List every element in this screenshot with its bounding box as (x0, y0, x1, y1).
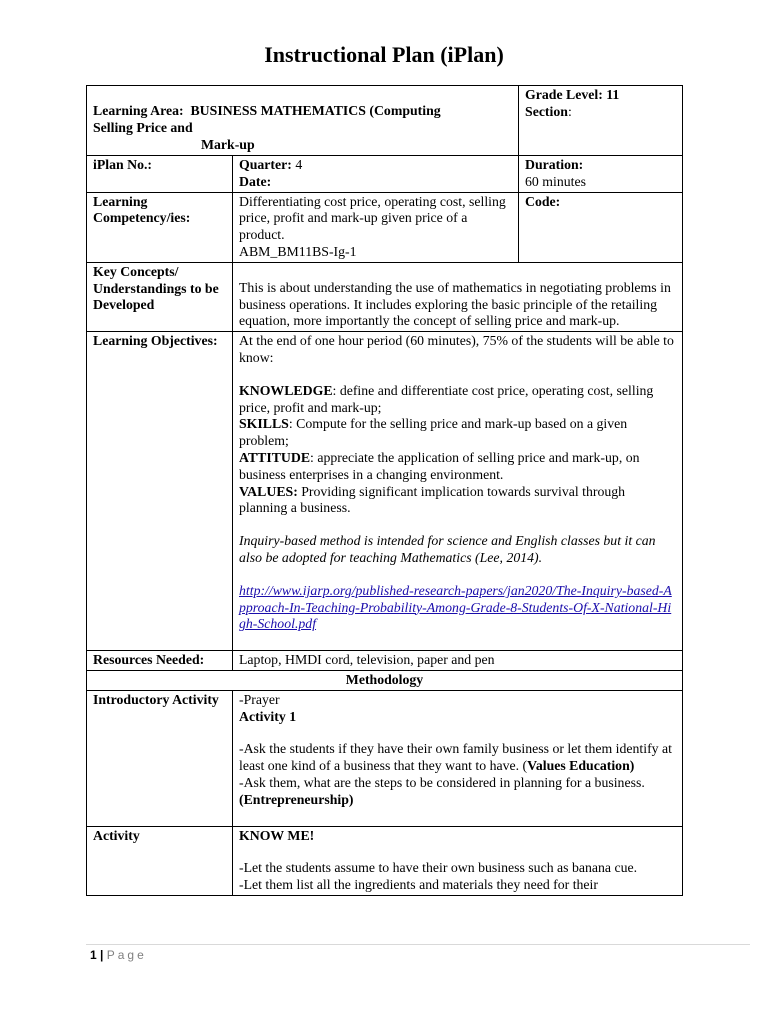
objectives-intro: At the end of one hour period (60 minutes), 75% of the students will be able to know: (239, 333, 674, 365)
duration-label: Duration: (525, 157, 584, 172)
values-text: Providing significant implication towards survival through planning a business. (239, 483, 626, 516)
page-footer (90, 948, 147, 962)
attitude-text: : appreciate the application of selling price and mark-up, on business enterprises in a changing environment. (239, 449, 640, 482)
resources-row (87, 651, 683, 671)
know-me-title: KNOW ME! (239, 827, 315, 843)
code-label: Code: (519, 192, 683, 262)
key-concepts-text: This is about understanding the use of mathematics in negotiating problems in business operations. It includes exploring the basic principle of the retailing equation, more importantly the concept of selling price and mark-up. (239, 279, 671, 329)
introductory-row (87, 690, 683, 826)
learning-area-value-3: Mark-up (201, 136, 255, 152)
duration-value: 60 minutes (525, 173, 586, 189)
activity-row (87, 826, 683, 895)
inquiry-note: Inquiry-based method is intended for science and English classes but it can also be adopted for teaching Mathematics (Lee, 2014). (239, 533, 656, 565)
methodology-row (87, 670, 683, 690)
competency-label: Learning Competency/ies: (87, 192, 233, 262)
introductory-activity-cell (233, 690, 683, 826)
footer-separator: | (100, 948, 104, 962)
iplan-no-label: iPlan No.: (87, 156, 233, 193)
reference-link[interactable]: http://www.ijarp.org/published-research-papers/jan2020/The-Inquiry-based-Approach-In-Teaching-Probability-Among-Grade-8-Students-Of-X-National-High-School.pdf (239, 582, 672, 632)
header-row (87, 86, 683, 156)
values-label: VALUES: (239, 483, 298, 499)
quarter-value: 4 (291, 157, 303, 172)
key-concepts-label: Key Concepts/ Understandings to be Developed (87, 262, 233, 331)
section-colon: : (567, 103, 572, 119)
attitude-label: ATTITUDE (239, 449, 311, 465)
learning-objectives-label: Learning Objectives: (87, 332, 233, 651)
intro-ask-2-tag: (Entrepreneurship) (239, 791, 354, 807)
date-label: Date: (239, 173, 272, 189)
intro-ask-2: -Ask them, what are the steps to be considered in planning for a business. (239, 774, 645, 790)
activity-cell (233, 826, 683, 895)
competency-code-value: ABM_BM11BS-Ig-1 (239, 243, 357, 259)
intro-ask-1: -Ask the students if they have their own family business or let them identify at least one kind of a business that they want to have. ( (239, 741, 672, 774)
activity-line-2: -Let them list all the ingredients and materials they need for their (239, 877, 598, 893)
document-title: Instructional Plan (iPlan) (264, 42, 504, 67)
learning-area-value: BUSINESS MATHEMATICS (Computing (190, 103, 441, 118)
footer-divider (86, 944, 750, 945)
activity-line-1: -Let the students assume to have their own business such as banana cue. (239, 860, 638, 876)
methodology-heading: Methodology (87, 670, 683, 690)
skills-text: : Compute for the selling price and mark-up based on a given problem; (239, 416, 628, 449)
resources-text: Laptop, HMDI cord, television, paper and pen (233, 651, 683, 671)
learning-area-label: Learning Area: (93, 103, 184, 118)
activity-1-title: Activity 1 (239, 708, 297, 724)
iplan-table (86, 85, 683, 896)
learning-area-value-2: Selling Price and (93, 119, 193, 135)
iplan-row (87, 156, 683, 193)
quarter-date-cell (233, 156, 519, 193)
learning-objectives-cell (233, 332, 683, 651)
section-label: Section (525, 103, 568, 119)
key-concepts-cell (233, 262, 683, 331)
prayer-text: -Prayer (239, 691, 280, 707)
grade-section-cell (519, 86, 683, 156)
quarter-label: Quarter: (239, 157, 292, 172)
intro-ask-1-tag: Values Education) (527, 758, 635, 774)
duration-cell (519, 156, 683, 193)
grade-level: Grade Level: 11 (525, 87, 620, 102)
resources-label: Resources Needed: (87, 651, 233, 671)
knowledge-text: : define and differentiate cost price, operating cost, selling price, profit and mark-up; (239, 382, 654, 415)
introductory-activity-label: Introductory Activity (87, 690, 233, 826)
competency-text: Differentiating cost price, operating cost, selling price, profit and mark-up given price of a product. (239, 193, 506, 243)
knowledge-label: KNOWLEDGE (239, 382, 333, 398)
objectives-row (87, 332, 683, 651)
activity-label: Activity (87, 826, 233, 895)
concepts-row (87, 262, 683, 331)
competency-cell (233, 192, 519, 262)
page-word: Page (106, 948, 147, 962)
competency-row (87, 192, 683, 262)
skills-label: SKILLS (239, 416, 289, 432)
learning-area-cell (87, 86, 519, 156)
page-number: 1 (90, 948, 97, 962)
